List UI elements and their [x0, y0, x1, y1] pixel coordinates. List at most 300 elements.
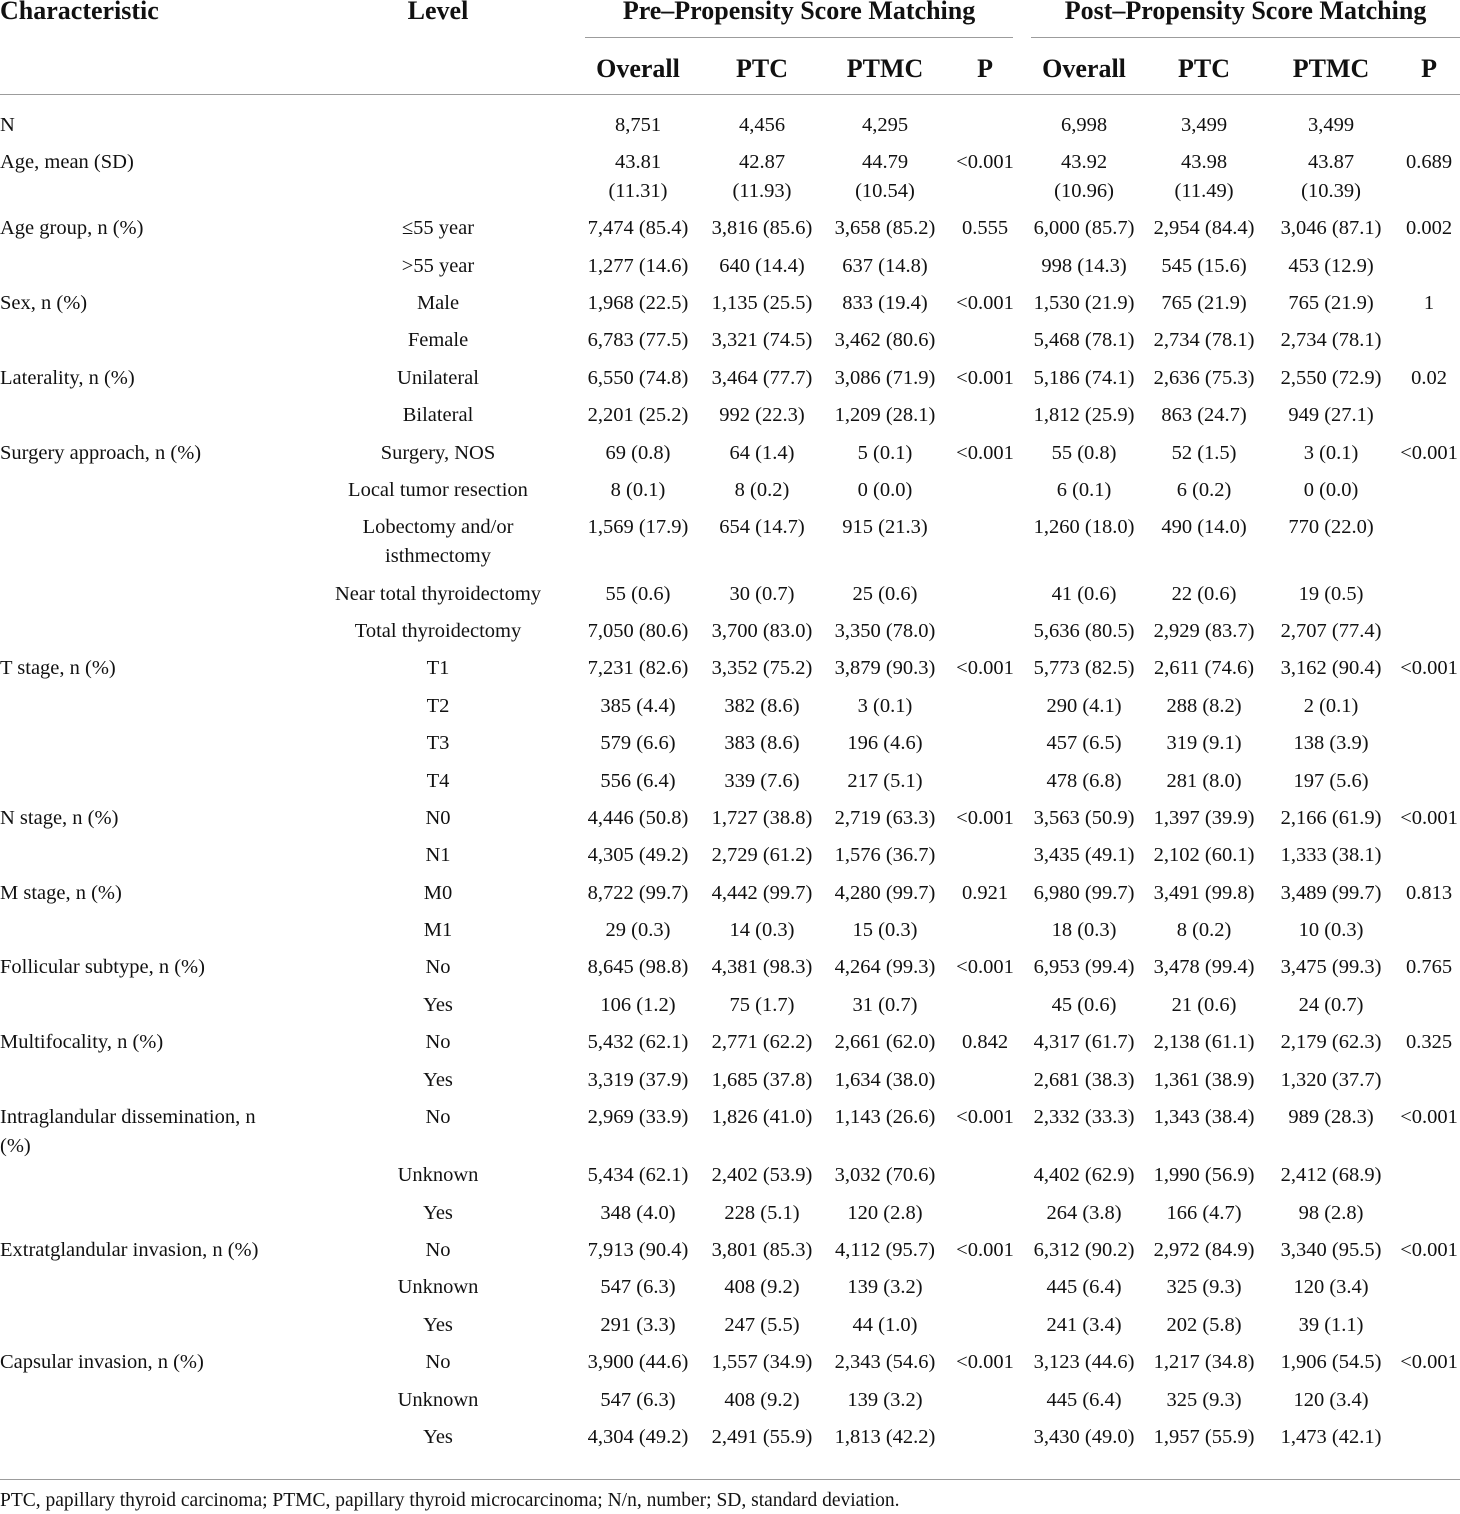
post-p-cell-text: 0.813: [1405, 881, 1453, 904]
level-cell: [300, 1061, 576, 1098]
pre-overall-cell: [576, 1024, 700, 1061]
level-cell-text: ≤55 year: [401, 217, 475, 240]
pre-psm-group-header: [576, 0, 1024, 38]
characteristic-cell-text: Surgery approach, n (%): [0, 441, 202, 464]
pre-overall-cell: [576, 397, 700, 434]
table-row: [0, 1024, 1460, 1061]
level-cell: [300, 800, 576, 837]
pre-ptc-cell-text: 228 (5.1): [724, 1201, 800, 1224]
post-ptc-cell: [1144, 949, 1264, 986]
post-p-cell: [1398, 285, 1460, 322]
level-cell: [300, 725, 576, 762]
post-overall-cell: [1024, 95, 1144, 144]
post-overall-cell: [1024, 472, 1144, 509]
pre-ptmc-cell-text: 3,032 (70.6): [834, 1164, 936, 1187]
post-p-cell: [1398, 613, 1460, 650]
pre-ptc-cell-text: 654 (14.7): [719, 516, 805, 539]
pre-ptmc-cell-text: 217 (5.1): [847, 769, 923, 792]
table-row: [0, 650, 1460, 687]
post-ptc-cell: [1144, 1024, 1264, 1061]
post-overall-cell: [1024, 800, 1144, 837]
post-ptc-cell-text: 202 (5.8): [1166, 1313, 1242, 1336]
pre-ptmc-cell-text: 44.79 (10.54): [855, 150, 915, 202]
pre-ptc-cell: [700, 247, 824, 284]
pre-ptc-cell: [700, 1099, 824, 1157]
post-p-cell: [1398, 1024, 1460, 1061]
table-body: [0, 95, 1460, 1480]
characteristic-cell: [0, 874, 300, 911]
characteristic-cell: [0, 1381, 300, 1418]
post-ptc-cell-text: 3,491 (99.8): [1153, 881, 1255, 904]
post-overall-cell-text: 3,435 (49.1): [1033, 844, 1135, 867]
pre-ptc-cell-text: 1,826 (41.0): [711, 1105, 813, 1128]
post-overall-cell-text: 4,402 (62.9): [1033, 1164, 1135, 1187]
pre-p-cell-text: 0.555: [961, 217, 1009, 240]
post-ptc-cell-text: 1,343 (38.4): [1153, 1105, 1255, 1128]
post-ptmc-cell-text: 2 (0.1): [1303, 694, 1359, 717]
pre-p-cell: [946, 987, 1024, 1024]
pre-p-cell-text: 0.921: [961, 881, 1009, 904]
post-ptc-cell: [1144, 1232, 1264, 1269]
level-cell: [300, 210, 576, 247]
pre-ptmc-cell-text: 31 (0.7): [852, 993, 918, 1016]
characteristic-cell: [0, 1344, 300, 1381]
post-ptc-cell-text: 8 (0.2): [1176, 919, 1232, 941]
post-p-cell: [1398, 360, 1460, 397]
post-psm-group-header: [1024, 0, 1460, 38]
pre-overall-cell: [576, 1157, 700, 1194]
post-ptc-cell-text: 2,102 (60.1): [1153, 844, 1255, 867]
pre-overall-cell: [576, 1232, 700, 1269]
post-ptc-cell: [1144, 360, 1264, 397]
post-ptc-cell: [1144, 762, 1264, 799]
level-cell: [300, 762, 576, 799]
characteristic-cell: [0, 247, 300, 284]
pre-p-cell: [946, 650, 1024, 687]
post-overall-cell: [1024, 247, 1144, 284]
pre-ptmc-cell: [824, 575, 946, 612]
pre-ptc-cell-text: 4,456: [738, 113, 786, 136]
pre-overall-cell: [576, 650, 700, 687]
post-ptmc-cell: [1264, 397, 1398, 434]
pre-ptmc-cell-text: 1,576 (36.7): [834, 844, 936, 867]
pre-overall-cell-text: 291 (3.3): [600, 1313, 676, 1336]
post-overall-cell: [1024, 688, 1144, 725]
post-ptmc-cell: [1264, 144, 1398, 210]
pre-ptmc-cell-text: 25 (0.6): [852, 582, 918, 605]
pre-ptc-cell-text: 8 (0.2): [734, 478, 790, 501]
post-ptc-cell-text: 166 (4.7): [1166, 1201, 1242, 1224]
post-p-cell-text: 0.689: [1405, 150, 1453, 173]
table-row: [0, 800, 1460, 837]
level-cell-text: Unknown: [397, 1164, 479, 1187]
pre-p-cell: [946, 688, 1024, 725]
level-cell: [300, 1157, 576, 1194]
characteristic-cell-text: Sex, n (%): [0, 292, 88, 314]
pre-ptc-cell-text: 247 (5.5): [724, 1313, 800, 1336]
post-ptmc-header: PTMC: [1264, 38, 1398, 95]
level-cell: [300, 650, 576, 687]
post-ptmc-cell: [1264, 322, 1398, 359]
level-cell-text: Male: [416, 292, 460, 314]
level-cell-text: Female: [407, 329, 469, 352]
pre-ptc-cell-text: 640 (14.4): [719, 254, 805, 277]
pre-overall-cell-text: 348 (4.0): [600, 1201, 676, 1224]
table-row: [0, 1157, 1460, 1194]
post-overall-cell-text: 6,998: [1060, 113, 1108, 136]
table-row: [0, 509, 1460, 575]
pre-overall-cell-text: 5,434 (62.1): [587, 1164, 689, 1187]
pre-ptc-cell: [700, 210, 824, 247]
pre-ptmc-cell: [824, 688, 946, 725]
pre-ptmc-cell: [824, 472, 946, 509]
table-row: [0, 285, 1460, 322]
pre-overall-cell-text: 7,231 (82.6): [587, 657, 689, 680]
level-cell-text: Local tumor resection: [348, 478, 528, 501]
level-cell-text: Unilateral: [397, 366, 479, 389]
post-overall-cell: [1024, 1344, 1144, 1381]
post-overall-cell-text: 241 (3.4): [1046, 1313, 1122, 1336]
pre-ptc-header: PTC: [700, 38, 824, 95]
pre-ptc-cell: [700, 650, 824, 687]
pre-ptc-cell-text: 1,135 (25.5): [711, 292, 813, 314]
pre-p-cell: [946, 95, 1024, 144]
pre-p-cell: [946, 360, 1024, 397]
post-overall-cell-text: 3,563 (50.9): [1033, 806, 1135, 829]
post-overall-cell: [1024, 575, 1144, 612]
pre-overall-cell: [576, 949, 700, 986]
level-cell: [300, 1381, 576, 1418]
post-p-cell-text: 0.765: [1405, 956, 1453, 979]
post-ptmc-cell: [1264, 874, 1398, 911]
post-ptc-cell-text: 21 (0.6): [1171, 993, 1237, 1016]
pre-ptc-cell: [700, 1419, 824, 1480]
pre-ptc-cell: [700, 613, 824, 650]
post-ptc-cell: [1144, 837, 1264, 874]
post-ptmc-cell-text: 2,179 (62.3): [1280, 1031, 1382, 1054]
header-row-groups: [0, 0, 1460, 38]
characteristic-cell: [0, 1307, 300, 1344]
post-ptc-cell: [1144, 285, 1264, 322]
pre-ptc-cell: [700, 144, 824, 210]
pre-ptc-cell: [700, 874, 824, 911]
post-ptmc-cell: [1264, 613, 1398, 650]
post-ptc-cell-text: 2,636 (75.3): [1153, 366, 1255, 389]
pre-ptmc-cell: [824, 144, 946, 210]
pre-ptc-cell: [700, 688, 824, 725]
pre-p-cell: [946, 247, 1024, 284]
pre-p-cell: [946, 1024, 1024, 1061]
pre-overall-cell: [576, 1344, 700, 1381]
characteristic-cell: [0, 1419, 300, 1480]
level-cell: [300, 1269, 576, 1306]
pre-overall-cell: [576, 1269, 700, 1306]
post-p-cell-text: <0.001: [1400, 657, 1458, 680]
pre-p-cell: [946, 472, 1024, 509]
level-cell: [300, 434, 576, 471]
pre-overall-cell: [576, 1419, 700, 1480]
post-ptmc-cell-text: 10 (0.3): [1298, 919, 1364, 941]
pre-overall-cell-text: 8,645 (98.8): [587, 956, 689, 979]
pre-overall-cell-text: 547 (6.3): [600, 1276, 676, 1299]
post-ptc-cell-text: 490 (14.0): [1161, 516, 1247, 539]
post-ptmc-cell: [1264, 360, 1398, 397]
post-ptmc-cell: [1264, 210, 1398, 247]
post-ptc-cell: [1144, 800, 1264, 837]
pre-overall-cell: [576, 247, 700, 284]
post-p-cell: [1398, 1419, 1460, 1480]
pre-p-cell: [946, 874, 1024, 911]
pre-p-cell: [946, 1194, 1024, 1231]
pre-ptc-cell: [700, 1157, 824, 1194]
post-p-cell: [1398, 725, 1460, 762]
post-ptmc-cell: [1264, 1232, 1398, 1269]
post-ptc-cell: [1144, 1099, 1264, 1157]
level-cell-text: No: [425, 1239, 451, 1261]
post-ptmc-cell-text: 2,166 (61.9): [1280, 806, 1382, 829]
pre-ptc-cell-text: 339 (7.6): [724, 769, 800, 792]
pre-ptc-cell-text: 3,321 (74.5): [711, 329, 813, 352]
post-ptmc-cell-text: 138 (3.9): [1293, 732, 1369, 755]
table-row: [0, 874, 1460, 911]
level-cell: [300, 613, 576, 650]
pre-ptmc-cell-text: 1,143 (26.6): [834, 1105, 936, 1128]
post-overall-cell: [1024, 285, 1144, 322]
post-ptmc-cell-text: 3,489 (99.7): [1280, 881, 1382, 904]
post-ptc-cell: [1144, 144, 1264, 210]
characteristic-cell-text: Age group, n (%): [0, 217, 144, 240]
post-overall-cell: [1024, 725, 1144, 762]
pre-p-cell: [946, 762, 1024, 799]
pre-ptmc-cell: [824, 1269, 946, 1306]
level-cell: [300, 144, 576, 210]
pre-overall-cell-text: 1,569 (17.9): [587, 516, 689, 539]
post-ptc-cell: [1144, 95, 1264, 144]
post-p-cell: [1398, 1381, 1460, 1418]
post-overall-cell-text: 290 (4.1): [1046, 694, 1122, 717]
characteristic-header: Characteristic: [0, 0, 159, 25]
pre-ptmc-cell: [824, 613, 946, 650]
pre-overall-cell: [576, 688, 700, 725]
post-ptmc-cell-text: 2,707 (77.4): [1280, 620, 1382, 642]
characteristic-cell: [0, 1061, 300, 1098]
table-row: [0, 95, 1460, 144]
post-ptmc-cell-text: 19 (0.5): [1298, 582, 1364, 605]
post-ptmc-cell: [1264, 762, 1398, 799]
characteristic-cell-text: N stage, n (%): [0, 806, 119, 829]
pre-ptmc-cell-text: 196 (4.6): [847, 732, 923, 755]
post-ptc-cell-text: 6 (0.2): [1176, 478, 1232, 501]
pre-ptc-cell: [700, 360, 824, 397]
post-ptc-cell-text: 319 (9.1): [1166, 732, 1242, 755]
pre-overall-cell-text: 4,304 (49.2): [587, 1425, 689, 1448]
level-cell: [300, 322, 576, 359]
pre-ptmc-cell-text: 0 (0.0): [857, 478, 913, 501]
post-ptmc-cell: [1264, 650, 1398, 687]
level-cell: [300, 285, 576, 322]
post-ptmc-cell-text: 1,320 (37.7): [1280, 1068, 1382, 1091]
post-overall-cell-text: 1,812 (25.9): [1033, 404, 1135, 427]
post-ptmc-cell: [1264, 575, 1398, 612]
pre-p-cell: [946, 912, 1024, 949]
pre-ptc-cell-text: 3,816 (85.6): [711, 217, 813, 240]
post-overall-cell: [1024, 1269, 1144, 1306]
pre-overall-cell-text: 55 (0.6): [605, 582, 671, 605]
pre-ptmc-cell: [824, 509, 946, 575]
pre-ptmc-cell-text: 3,350 (78.0): [834, 620, 936, 642]
pre-ptmc-cell-text: 4,295: [861, 113, 909, 136]
level-cell-text: T2: [426, 694, 450, 717]
post-overall-cell-text: 5,636 (80.5): [1033, 620, 1135, 642]
post-ptc-cell-text: 2,972 (84.9): [1153, 1239, 1255, 1261]
post-ptc-cell: [1144, 1194, 1264, 1231]
post-ptmc-cell-text: 453 (12.9): [1288, 254, 1374, 277]
pre-ptmc-cell: [824, 725, 946, 762]
pre-ptc-cell-text: 2,771 (62.2): [711, 1031, 813, 1054]
characteristic-cell: [0, 322, 300, 359]
characteristic-cell: [0, 210, 300, 247]
post-ptmc-cell-text: 24 (0.7): [1298, 993, 1364, 1016]
level-cell-text: M0: [423, 881, 453, 904]
post-overall-cell: [1024, 1099, 1144, 1157]
post-overall-cell-text: 264 (3.8): [1046, 1201, 1122, 1224]
post-ptc-cell: [1144, 1157, 1264, 1194]
post-ptmc-cell-text: 0 (0.0): [1303, 478, 1359, 501]
table-row: [0, 1232, 1460, 1269]
level-cell-text: >55 year: [401, 254, 475, 277]
post-overall-cell: [1024, 1061, 1144, 1098]
post-psm-group-label: Post–Propensity Score Matching: [1031, 0, 1460, 38]
pre-overall-cell: [576, 725, 700, 762]
post-overall-cell-text: 3,123 (44.6): [1033, 1351, 1135, 1374]
pre-p-cell: [946, 800, 1024, 837]
post-overall-cell-text: 1,530 (21.9): [1033, 292, 1135, 314]
pre-ptc-cell-text: 1,557 (34.9): [711, 1351, 813, 1374]
post-ptmc-cell: [1264, 1344, 1398, 1381]
level-cell: [300, 247, 576, 284]
post-overall-cell: [1024, 434, 1144, 471]
level-cell: [300, 874, 576, 911]
post-p-cell-text: <0.001: [1400, 441, 1458, 464]
pre-ptc-cell-text: 4,381 (98.3): [711, 956, 813, 979]
pre-ptc-cell: [700, 1269, 824, 1306]
pre-overall-cell-text: 579 (6.6): [600, 732, 676, 755]
pre-ptc-cell-text: 1,727 (38.8): [711, 806, 813, 829]
level-cell: [300, 472, 576, 509]
post-ptc-cell-text: 2,954 (84.4): [1153, 217, 1255, 240]
pre-p-cell-text: <0.001: [956, 1351, 1014, 1374]
table-footnote: PTC, papillary thyroid carcinoma; PTMC, papillary thyroid microcarcinoma; N/n, number; SD, standard deviation.: [0, 1490, 900, 1512]
pre-overall-cell-text: 556 (6.4): [600, 769, 676, 792]
pre-overall-cell: [576, 210, 700, 247]
post-overall-cell-text: 6,980 (99.7): [1033, 881, 1135, 904]
level-cell: [300, 912, 576, 949]
pre-ptc-cell: [700, 725, 824, 762]
pre-ptmc-cell-text: 833 (19.4): [842, 292, 928, 314]
post-overall-cell-text: 45 (0.6): [1051, 993, 1117, 1016]
pre-overall-cell-text: 2,969 (33.9): [587, 1105, 689, 1128]
pre-overall-cell: [576, 360, 700, 397]
characteristic-cell: [0, 144, 300, 210]
level-cell: [300, 575, 576, 612]
post-ptmc-cell: [1264, 1381, 1398, 1418]
post-p-cell: [1398, 247, 1460, 284]
pre-ptmc-cell-text: 637 (14.8): [842, 254, 928, 277]
post-overall-cell: [1024, 949, 1144, 986]
pre-p-cell: [946, 725, 1024, 762]
pre-ptmc-cell: [824, 837, 946, 874]
post-ptmc-cell: [1264, 987, 1398, 1024]
post-overall-cell-text: 998 (14.3): [1041, 254, 1127, 277]
table-row: [0, 1269, 1460, 1306]
pre-ptc-cell: [700, 949, 824, 986]
post-overall-cell: [1024, 144, 1144, 210]
pre-ptc-cell: [700, 800, 824, 837]
pre-overall-cell-text: 5,432 (62.1): [587, 1031, 689, 1054]
post-overall-cell-text: 4,317 (61.7): [1033, 1031, 1135, 1054]
characteristic-cell: [0, 434, 300, 471]
pre-ptc-cell-text: 75 (1.7): [729, 993, 795, 1016]
level-cell: [300, 397, 576, 434]
post-ptmc-cell-text: 3 (0.1): [1303, 441, 1359, 464]
characteristic-cell: [0, 1194, 300, 1231]
post-ptc-cell: [1144, 912, 1264, 949]
level-cell-text: No: [425, 1105, 451, 1128]
characteristic-cell: [0, 837, 300, 874]
characteristic-cell-text: Capsular invasion, n (%): [0, 1351, 204, 1374]
post-ptc-cell-text: 22 (0.6): [1171, 582, 1237, 605]
pre-p-cell: [946, 1344, 1024, 1381]
pre-p-cell: [946, 1307, 1024, 1344]
pre-ptmc-cell: [824, 1157, 946, 1194]
pre-psm-group-label: Pre–Propensity Score Matching: [585, 0, 1013, 38]
pre-overall-cell-text: 4,446 (50.8): [587, 806, 689, 829]
post-p-cell: [1398, 144, 1460, 210]
pre-ptmc-cell: [824, 210, 946, 247]
post-ptc-cell: [1144, 472, 1264, 509]
post-overall-cell-text: 478 (6.8): [1046, 769, 1122, 792]
post-ptmc-cell: [1264, 837, 1398, 874]
level-cell: [300, 95, 576, 144]
post-p-cell-text: 0.02: [1411, 366, 1447, 389]
pre-ptmc-cell-text: 4,280 (99.7): [834, 881, 936, 904]
level-cell-text: Yes: [423, 993, 453, 1016]
post-overall-cell: [1024, 322, 1144, 359]
post-p-cell-text: <0.001: [1400, 1105, 1458, 1128]
level-cell-text: Yes: [423, 1313, 453, 1336]
pre-overall-cell: [576, 800, 700, 837]
pre-ptmc-cell-text: 44 (1.0): [852, 1313, 918, 1336]
pre-ptmc-cell-text: 2,661 (62.0): [834, 1031, 936, 1054]
post-ptmc-cell-text: 1,473 (42.1): [1280, 1425, 1382, 1448]
post-ptmc-cell: [1264, 285, 1398, 322]
post-ptmc-cell: [1264, 912, 1398, 949]
pre-ptc-cell-text: 383 (8.6): [724, 732, 800, 755]
post-ptmc-cell-text: 3,499: [1307, 113, 1355, 136]
pre-ptmc-cell-text: 139 (3.2): [847, 1388, 923, 1411]
post-ptc-cell-text: 52 (1.5): [1171, 441, 1237, 464]
post-overall-cell-text: 18 (0.3): [1051, 919, 1117, 941]
pre-overall-cell: [576, 95, 700, 144]
pre-ptc-cell: [700, 397, 824, 434]
characteristic-cell: [0, 800, 300, 837]
post-overall-cell: [1024, 397, 1144, 434]
table-row: [0, 1307, 1460, 1344]
pre-ptmc-cell-text: 3 (0.1): [857, 694, 913, 717]
post-overall-cell-text: 2,332 (33.3): [1033, 1105, 1135, 1128]
pre-p-cell: [946, 509, 1024, 575]
table-row: [0, 210, 1460, 247]
